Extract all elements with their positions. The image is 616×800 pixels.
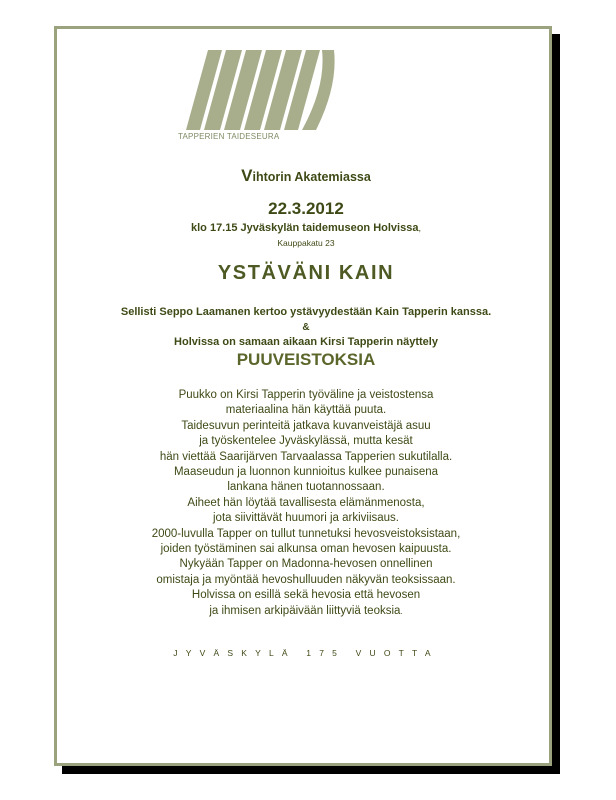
description-line: lankana hänen tuotannossaan.	[227, 481, 385, 494]
anniversary-footer: JYVÄSKYLÄ 175 VUOTTA	[173, 648, 439, 658]
description-line: omistaja ja myöntää hevoshulluuden näkyvän teoksissaan.	[156, 573, 456, 586]
logo-stripes-icon	[178, 46, 338, 132]
event-subtitle: Sellisti Seppo Laamanen kertoo ystävyydestään Kain Tapperin kanssa.	[120, 306, 492, 318]
exhibition-description	[54, 388, 558, 619]
description-line: ja työskentelee Jyväskylässä, mutta kesät	[199, 435, 413, 448]
description-line: hän viettää Saarijärven Tarvaalassa Tapperien sukutilalla.	[159, 450, 453, 463]
description-line: Taidesuvun perinteitä jatkava kuvanveistäjä asuu	[181, 419, 431, 432]
description-last-period: .	[400, 606, 403, 616]
time-location-comma: ,	[418, 223, 421, 233]
description-last-line	[54, 604, 558, 619]
exhibition-title: PUUVEISTOKSIA	[236, 350, 376, 369]
logo-text: TAPPERIEN TAIDESEURA	[178, 132, 280, 141]
event-address: Kauppakatu 23	[277, 238, 335, 248]
description-line: Aiheet hän löytää tavallisesta elämänmenosta,	[187, 496, 425, 509]
description-last-text: ja ihmisen arkipäivään liittyviä teoksia	[209, 604, 401, 617]
venue-heading	[54, 166, 558, 186]
description-line: materiaalina hän käyttää puuta.	[225, 404, 387, 417]
exhibition-line: Holvissa on samaan aikaan Kirsi Tapperin näyttely	[174, 336, 438, 348]
event-time-location	[54, 222, 558, 234]
description-line: Maaseudun ja luonnon kunnioitus kulkee punaisena	[173, 466, 439, 479]
venue-rest: ihtorin Akatemiassa	[252, 170, 371, 184]
description-line: 2000-luvulla Tapper on tullut tunnetuksi hevosveistoksistaan,	[151, 527, 461, 540]
venue-initial: V	[241, 166, 253, 185]
description-line: Puukko on Kirsi Tapperin työväline ja veistostensa	[178, 389, 434, 401]
description-line: joiden työstäminen sai alkunsa oman hevosen kaipuusta.	[160, 543, 452, 556]
event-date: 22.3.2012	[268, 199, 344, 218]
tapperien-taideseura-logo	[178, 46, 378, 146]
description-line: jota siivittävät huumori ja arkiviisaus.	[213, 512, 399, 525]
time-location-text: klo 17.15 Jyväskylän taidemuseon Holvissa	[191, 222, 419, 234]
description-line: Nykyään Tapper on Madonna-hevosen onnellinen	[179, 558, 433, 571]
description-line: Holvissa on esillä sekä hevosia että hevosen	[191, 589, 421, 602]
event-title: YSTÄVÄNI KAIN	[217, 262, 395, 284]
ampersand: &	[302, 322, 310, 333]
